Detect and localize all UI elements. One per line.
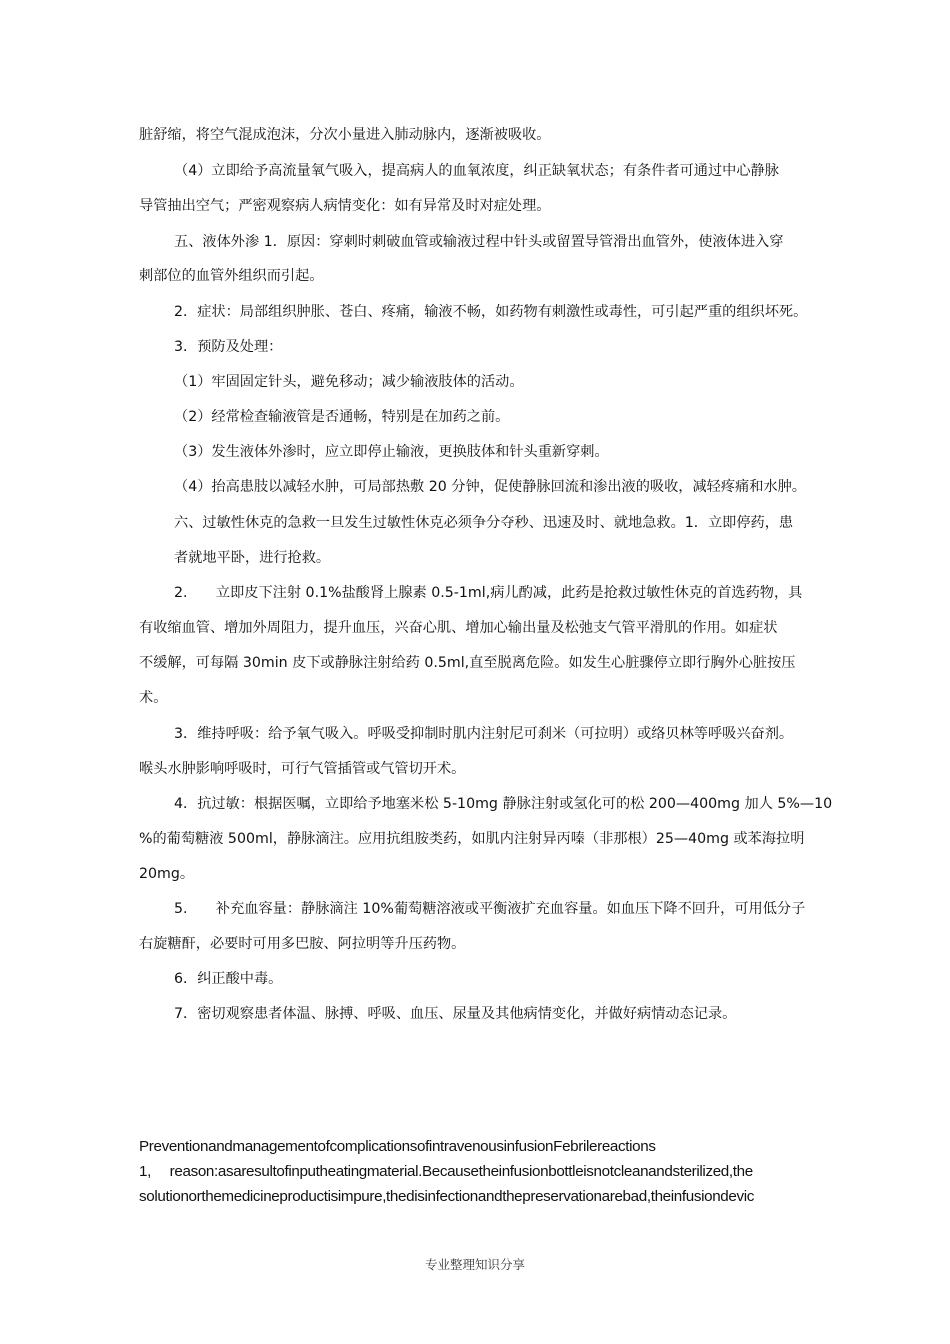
- text-line: 五、液体外渗 1．原因：穿刺时刺破血管或输液过程中针头或留置导管滑出血管外，使液体进入穿: [174, 234, 784, 250]
- text-line: 5. 补充血容量：静脉滴注 10%葡萄糖溶液或平衡液扩充血容量。如血压下降不回升，可用低分子: [174, 901, 806, 917]
- text-line: 7．密切观察患者体温、脉搏、呼吸、血压、尿量及其他病情变化，并做好病情动态记录。: [174, 1006, 737, 1022]
- text-line: 脏舒缩，将空气混成泡沫，分次小量进入肺动脉内，逐渐被吸收。: [139, 127, 551, 143]
- text-line: （1）牢固固定针头，避免移动；减少输液肢体的活动。: [174, 374, 524, 390]
- text-line: 右旋糖酐，必要时可用多巴胺、阿拉明等升压药物。: [139, 936, 466, 952]
- text-line: 喉头水肿影响呼吸时，可行气管插管或气管切开术。: [139, 761, 466, 777]
- text-line: 2. 立即皮下注射 0.1%盐酸肾上腺素 0.5-1ml,病儿酌减，此药是抢救过敏性休克的首选药物，具: [174, 585, 803, 601]
- text-line: 3．维持呼吸：给予氧气吸入。呼吸受抑制时肌内注射尼可刹米（可拉明）或络贝林等呼吸兴奋剂。: [174, 726, 794, 742]
- text-line: （3）发生液体外渗时，应立即停止输液，更换肢体和针头重新穿刺。: [174, 444, 609, 460]
- text-line: %的葡萄糖液 500ml，静脉滴注。应用抗组胺类药，如肌内注射异丙嗪（非那根）25—40mg 或苯海拉明: [139, 831, 805, 847]
- text-line: 3．预防及处理：: [174, 339, 283, 355]
- text-line: 术。: [139, 690, 168, 706]
- english-text-line: solutionorthemedicineproductisimpure,thedisinfectionandthepreservationarebad,theinfusiondevic: [139, 1188, 755, 1205]
- text-line: 六、过敏性休克的急救一旦发生过敏性休克必须争分夺秒、迅速及时、就地急救。1．立即停药，患: [174, 515, 794, 531]
- text-line: 导管抽出空气；严密观察病人病情变化：如有异常及时对症处理。: [139, 198, 551, 214]
- text-line: （4）立即给予高流量氧气吸入，提高病人的血氧浓度，纠正缺氧状态；有条件者可通过中心静脉: [174, 163, 779, 179]
- text-line: 6．纠正酸中毒。: [174, 971, 283, 987]
- text-line: （2）经常检查输液管是否通畅，特别是在加药之前。: [174, 409, 510, 425]
- text-line: 刺部位的血管外组织而引起。: [139, 268, 324, 284]
- text-line: （4）抬高患肢以减轻水肿，可局部热敷 20 分钟，促使静脉回流和渗出液的吸收，减轻疼痛和水肿。: [174, 479, 806, 495]
- text-line: 4．抗过敏：根据医嘱，立即给予地塞米松 5-10mg 静脉注射或氢化可的松 200—400mg 加人 5%—10: [174, 796, 833, 812]
- text-line: 有收缩血管、增加外周阻力，提升血压，兴奋心肌、增加心输出量及松弛支气管平滑肌的作用。如症状: [139, 620, 778, 636]
- english-text-line: PreventionandmanagementofcomplicationsofintravenousinfusionFebrilereactions: [139, 1138, 656, 1155]
- text-line: 不缓解，可每隔 30min 皮下或静脉注射给药 0.5ml,直至脱离危险。如发生心脏骤停立即行胸外心脏按压: [139, 655, 796, 671]
- page-footer: 专业整理知识分享: [424, 1257, 525, 1272]
- text-line: 20mg。: [139, 866, 195, 882]
- text-line: 2．症状：局部组织肿胀、苍白、疼痛，输液不畅，如药物有刺激性或毒性，可引起严重的组织坏死。: [174, 304, 808, 320]
- english-text-line: 1, reason:asaresultofinputheatingmaterial.Becausetheinfusionbottleisnotcleanandsterilized,the: [139, 1163, 753, 1180]
- text-line: 者就地平卧，进行抢救。: [174, 550, 331, 566]
